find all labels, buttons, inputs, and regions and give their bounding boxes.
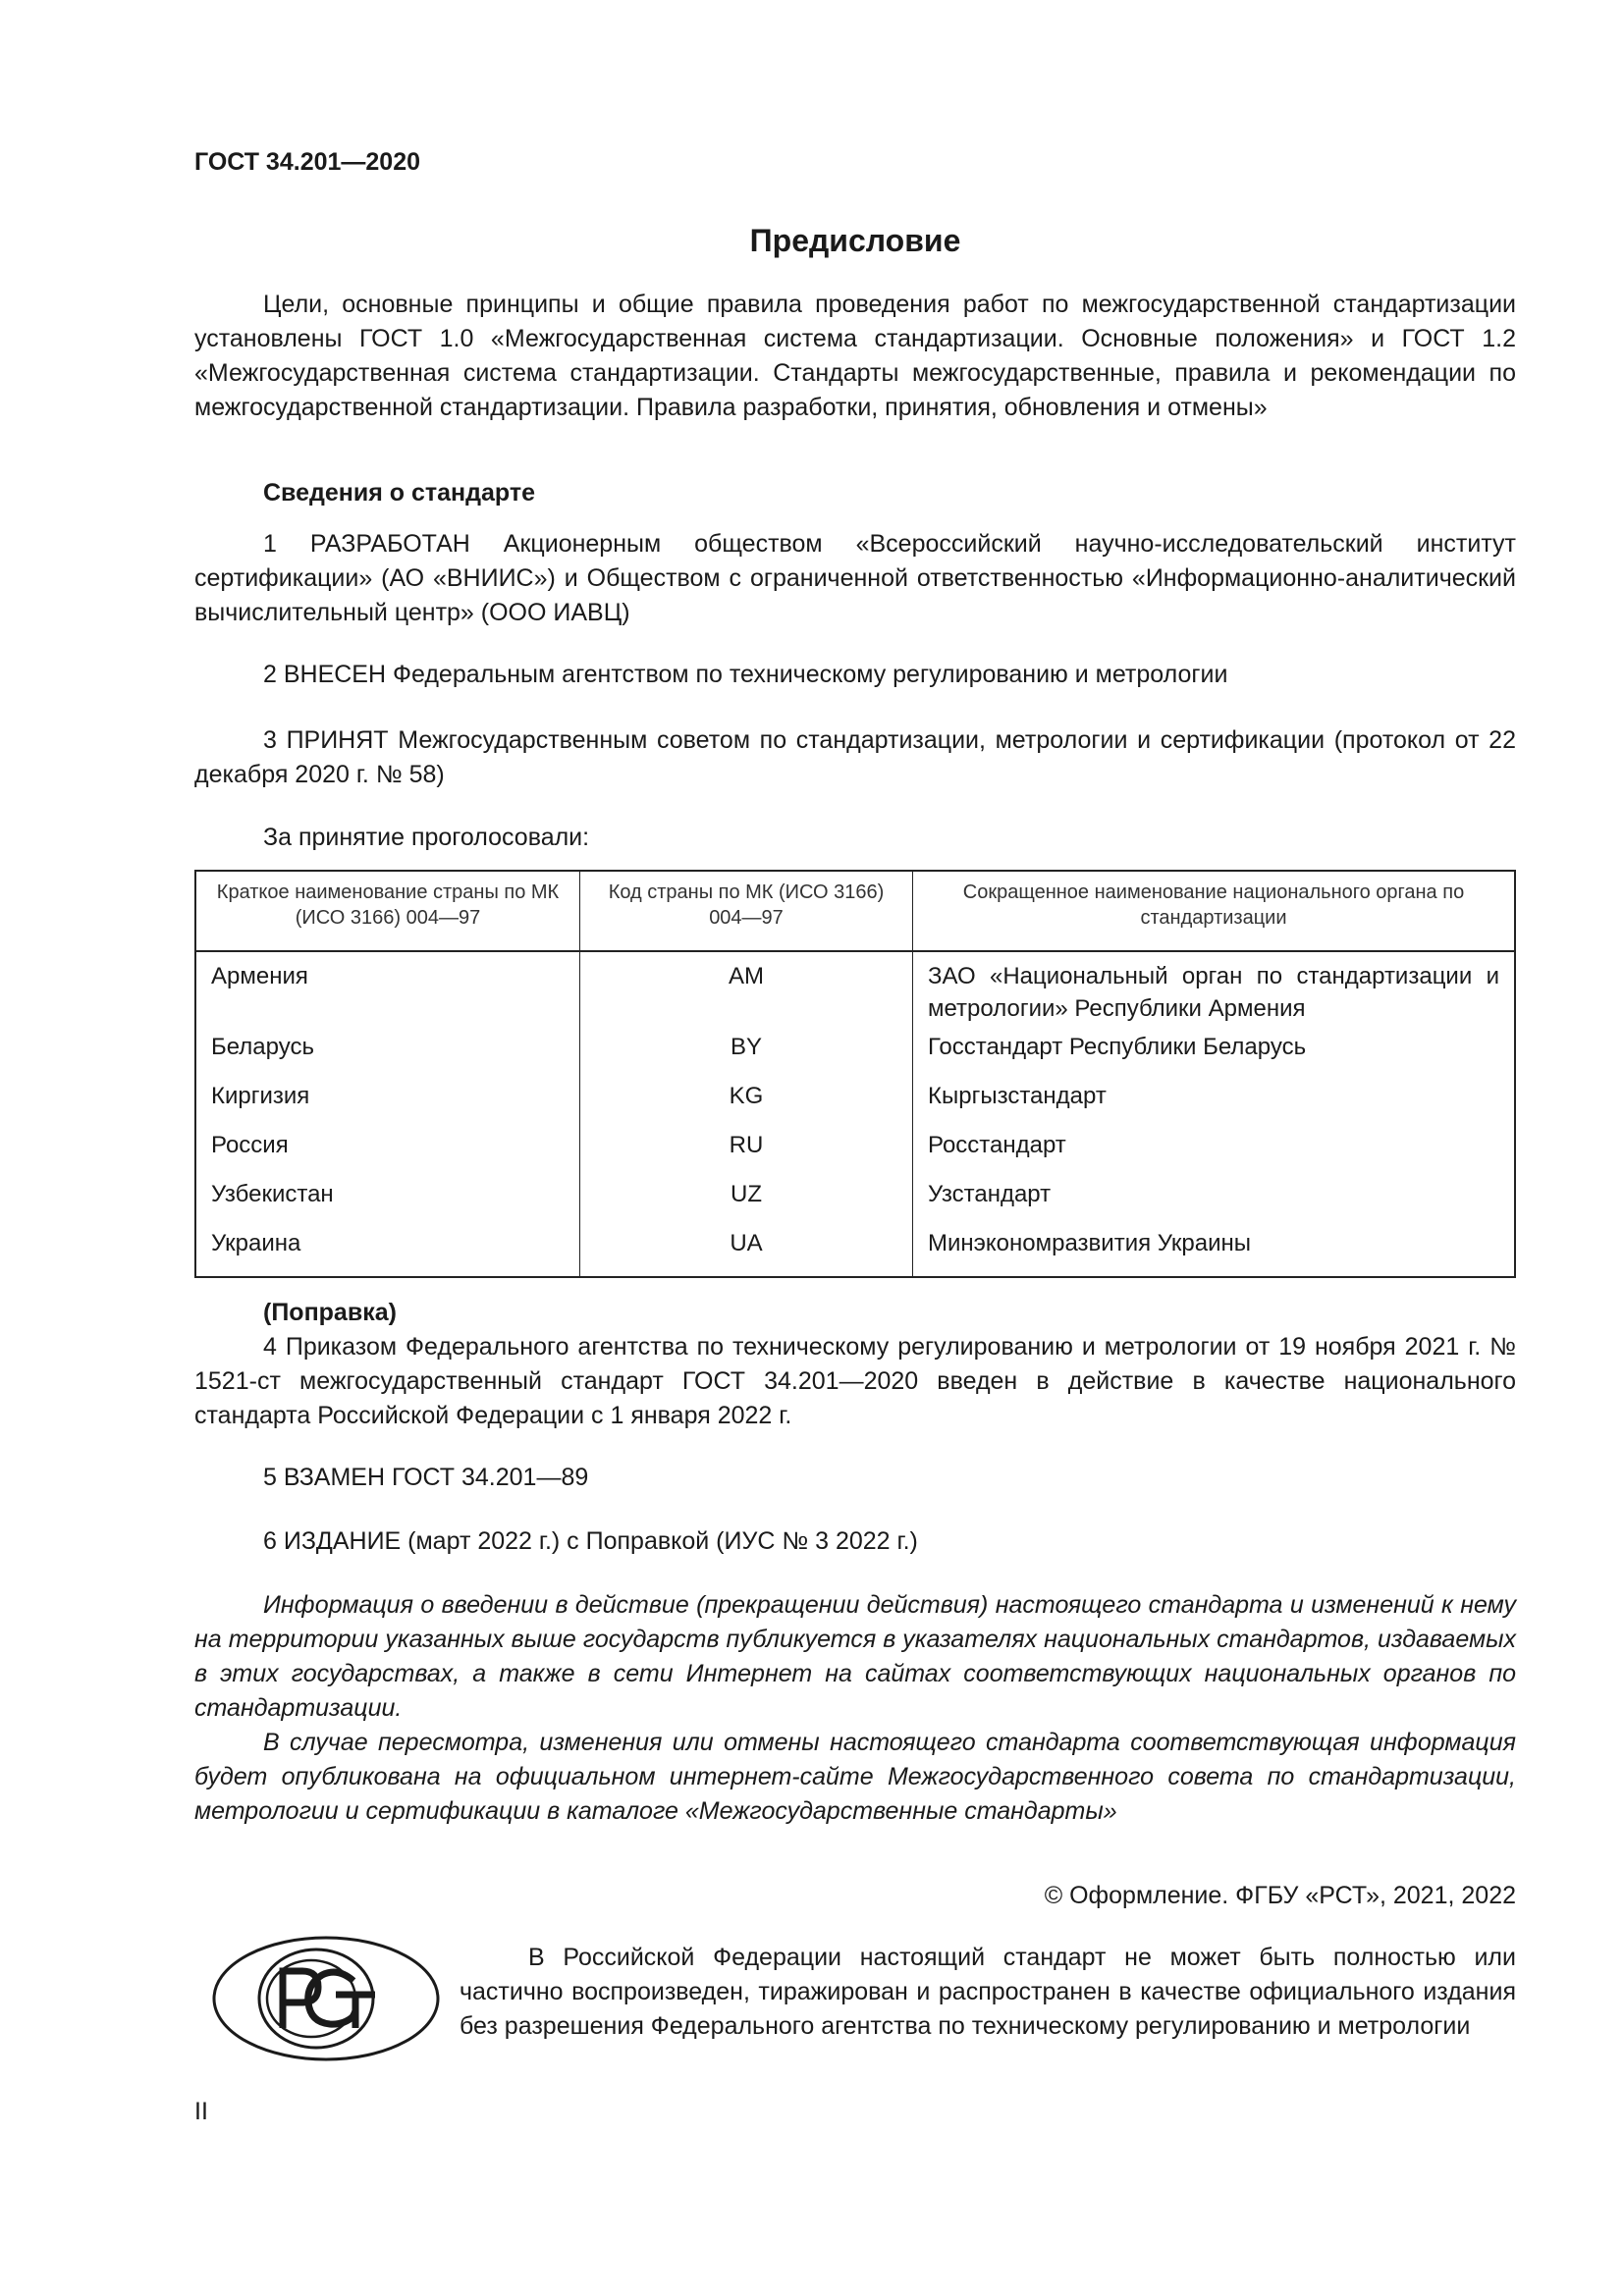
item-introduced: 2 ВНЕСЕН Федеральным агентством по техническому регулированию и метрологии bbox=[263, 661, 1228, 688]
table-header-row bbox=[195, 871, 1515, 951]
table-cell-code: AM bbox=[580, 951, 913, 1031]
page-title: Предисловие bbox=[749, 223, 961, 258]
table-cell-country: Киргизия bbox=[195, 1080, 580, 1129]
table-cell-country: Россия bbox=[195, 1129, 580, 1178]
rights-notice bbox=[460, 1941, 1516, 2044]
table-cell-country: Армения bbox=[195, 951, 580, 1031]
table-header-org: Сокращенное наименование национального органа по стандартизации bbox=[913, 871, 1516, 951]
table-cell-org: Узстандарт bbox=[913, 1178, 1516, 1227]
table-header-country: Краткое наименование страны по МК (ИСО 3166) 004—97 bbox=[195, 871, 580, 951]
intro-paragraph: Цели, основные принципы и общие правила проведения работ по межгосударственной стандартизации установлены ГОСТ 1.0 «Межгосударственная система стандартизации. Основные положения» и ГОСТ 1.2 «Межгосударственная система стандартизации. Стандарты межгосударственные, правила и рекомендации по межгосударственной стандартизации. Правила разработки, принятия, обновления и отмены» bbox=[194, 291, 1516, 421]
table-cell-org: ЗАО «Национальный орган по стандартизации и метрологии» Республики Армения bbox=[913, 951, 1516, 1031]
table-row bbox=[195, 1178, 1515, 1227]
item-amendment-order: 4 Приказом Федерального агентства по техническому регулированию и метрологии от 19 ноября 2021 г. № 1521-ст межгосударственный стандарт ГОСТ 34.201—2020 введен в действие в качестве национального стандарта Российской Федерации с 1 января 2022 г. bbox=[194, 1333, 1516, 1429]
rights-text: В Российской Федерации настоящий стандарт не может быть полностью или частично воспроизведен, тиражирован и распространен в качестве официального издания без разрешения Федерального агентства по техническому регулированию и метрологии bbox=[460, 1944, 1516, 2040]
copyright-line: © Оформление. ФГБУ «РСТ», 2021, 2022 bbox=[1044, 1882, 1516, 1909]
item-edition: 6 ИЗДАНИЕ (март 2022 г.) с Поправкой (ИУС № 3 2022 г.) bbox=[263, 1527, 918, 1555]
table-cell-code: KG bbox=[580, 1080, 913, 1129]
table-cell-org: Кыргызстандарт bbox=[913, 1080, 1516, 1129]
table-cell-code: RU bbox=[580, 1129, 913, 1178]
table-row bbox=[195, 951, 1515, 1031]
table-cell-org: Росстандарт bbox=[913, 1129, 1516, 1178]
table-cell-org: Минэкономразвития Украины bbox=[913, 1227, 1516, 1277]
notice-block bbox=[194, 1588, 1516, 1829]
table-cell-code: UZ bbox=[580, 1178, 913, 1227]
table-row bbox=[195, 1227, 1515, 1277]
rst-logo-icon bbox=[210, 1934, 442, 2063]
table-row bbox=[195, 1080, 1515, 1129]
item-replaces: 5 ВЗАМЕН ГОСТ 34.201—89 bbox=[263, 1464, 589, 1491]
notice-paragraph-2: В случае пересмотра, изменения или отмены настоящего стандарта соответствующая информация будет опубликована на официальном интернет-сайте Межгосударственного совета по стандартизации, метрологии и сертификации в каталоге «Межгосударственные стандарты» bbox=[194, 1729, 1516, 1825]
amendment-label: (Поправка) bbox=[263, 1299, 397, 1326]
table-cell-country: Украина bbox=[195, 1227, 580, 1277]
table-cell-code: BY bbox=[580, 1031, 913, 1080]
table-cell-country: Узбекистан bbox=[195, 1178, 580, 1227]
item-adopted: 3 ПРИНЯТ Межгосударственным советом по стандартизации, метрологии и сертификации (протокол от 22 декабря 2020 г. № 58) bbox=[194, 726, 1516, 788]
table-header-code: Код страны по МК (ИСО 3166) 004—97 bbox=[580, 871, 913, 951]
table-cell-country: Беларусь bbox=[195, 1031, 580, 1080]
voting-table bbox=[194, 870, 1516, 1278]
voted-label: За принятие проголосовали: bbox=[263, 824, 590, 851]
document-page bbox=[194, 0, 1516, 2296]
info-heading: Сведения о стандарте bbox=[263, 479, 536, 507]
table-cell-code: UA bbox=[580, 1227, 913, 1277]
page-number: II bbox=[194, 2098, 208, 2125]
table-row bbox=[195, 1129, 1515, 1178]
table-row bbox=[195, 1031, 1515, 1080]
table-cell-org: Госстандарт Республики Беларусь bbox=[913, 1031, 1516, 1080]
notice-paragraph-1: Информация о введении в действие (прекращении действия) настоящего стандарта и изменений к нему на территории указанных выше государств публикуется в указателях национальных стандартов, издаваемых в этих государствах, а также в сети Интернет на сайтах соответствующих национальных органов по стандартизации. bbox=[194, 1591, 1516, 1722]
standard-code-header: ГОСТ 34.201—2020 bbox=[194, 148, 421, 176]
item-developed: 1 РАЗРАБОТАН Акционерным обществом «Всероссийский научно-исследовательский институт сертификации» (АО «ВНИИС») и Обществом с ограниченной ответственностью «Информационно-аналитический вычислительный центр» (ООО ИАВЦ) bbox=[194, 530, 1516, 626]
